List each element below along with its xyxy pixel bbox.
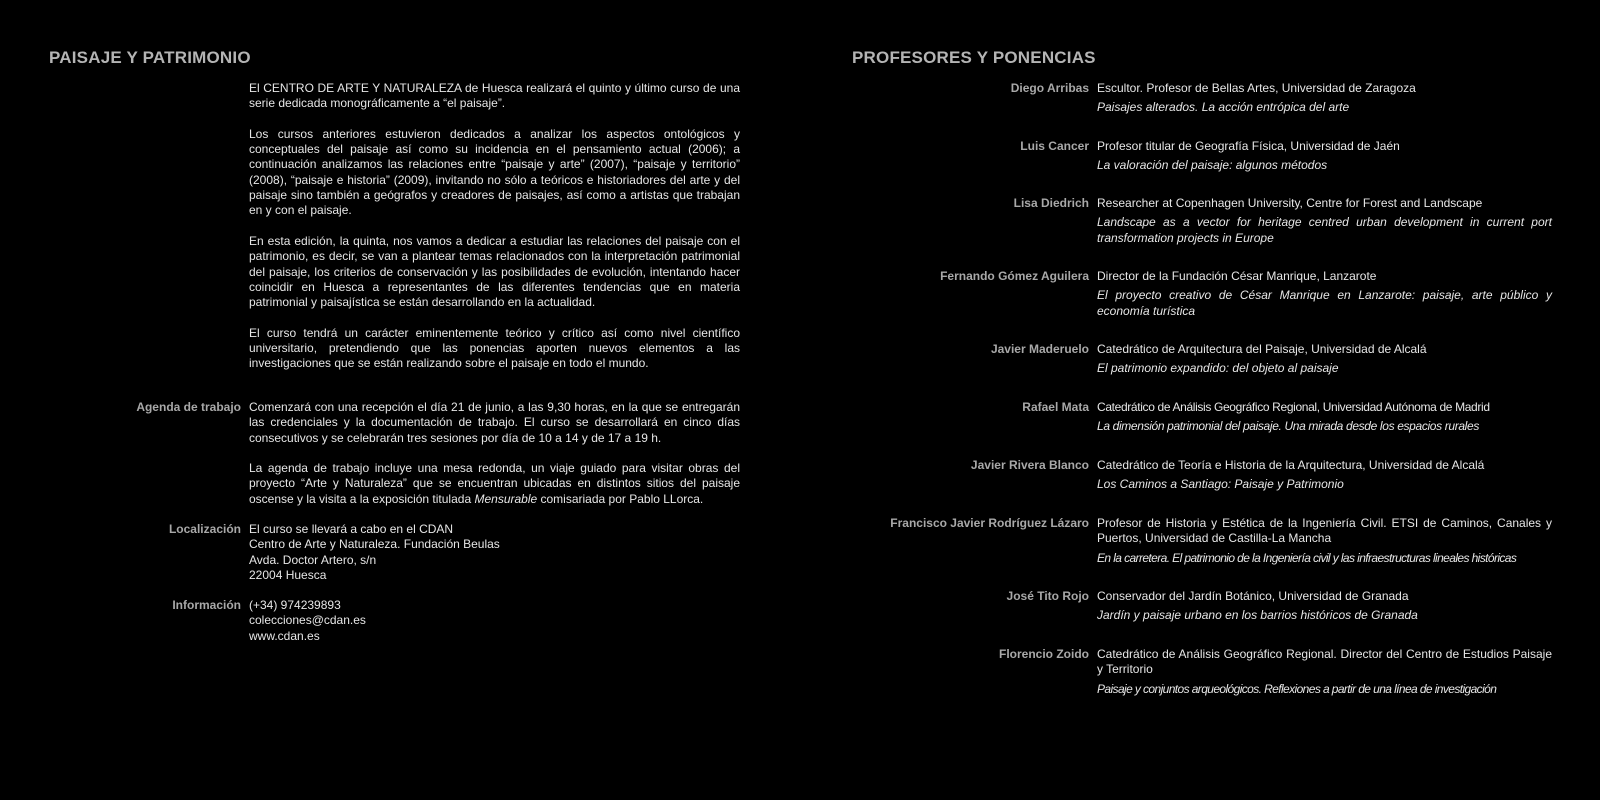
professor-role: Catedrático de Análisis Geográfico Regional. Director del Centro de Estudios Paisaje y Territorio (1097, 647, 1552, 677)
professor-role: Director de la Fundación César Manrique, Lanzarote (1097, 269, 1377, 283)
talk-title: Jardín y paisaje urbano en los barrios históricos de Granada (1097, 608, 1418, 623)
talk-title: Paisajes alterados. La acción entrópica del arte (1097, 100, 1350, 115)
professor-name: Rafael Mata (1022, 400, 1089, 414)
intro-paragraph: El CENTRO DE ARTE Y NATURALEZA de Huesca realizará el quinto y último curso de una serie dedicada monográficamente a “el paisaje”. (249, 81, 740, 111)
section-heading-paisaje: PAISAJE Y PATRIMONIO (49, 48, 251, 67)
agenda-text: comisariada por Pablo LLorca. (537, 491, 704, 506)
professor-name: José Tito Rojo (1006, 589, 1089, 603)
location-line: Centro de Arte y Naturaleza. Fundación Beulas (249, 537, 500, 552)
information-content (249, 598, 740, 644)
talk-title: Landscape as a vector for heritage centred urban development in current port transformation projects in Europe (1097, 215, 1552, 245)
exhibition-title: Mensurable (474, 491, 538, 506)
professor-role: Catedrático de Análisis Geográfico Regional, Universidad Autónoma de Madrid (1097, 400, 1490, 414)
professor-role: Profesor de Historia y Estética de la Ingeniería Civil. ETSI de Caminos, Canales y Puertos, Universidad de Castilla-La Mancha (1097, 516, 1552, 546)
talk-title: El proyecto creativo de César Manrique en Lanzarote: paisaje, arte público y economía turística (1097, 288, 1552, 318)
location-content (249, 522, 740, 583)
professor-info (1097, 458, 1552, 493)
intro-paragraph: El curso tendrá un carácter eminentemente teórico y crítico así como nivel científico universitario, pretendiendo que las ponencias aporten nuevos elementos a las investigaciones que se están realizando sobre el paisaje en todo el mundo. (249, 325, 740, 371)
website-address: www.cdan.es (249, 628, 320, 643)
professor-role: Catedrático de Arquitectura del Paisaje, Universidad de Alcalá (1097, 342, 1427, 356)
professor-info (1097, 81, 1552, 116)
professor-info (1097, 400, 1552, 435)
agenda-paragraph: Comenzará con una recepción el día 21 de junio, a las 9,30 horas, en la que se entregarán las credenciales y la documentación de trabajo. El curso se desarrollará en cinco días consecutivos y se celebrarán tres sesiones por día de 10 a 14 y de 17 a 19 h. (249, 400, 740, 445)
talk-title: La dimensión patrimonial del paisaje. Una mirada desde los espacios rurales (1097, 419, 1479, 434)
professor-info (1097, 196, 1552, 246)
agenda-label: Agenda de trabajo (136, 400, 241, 414)
professor-role: Researcher at Copenhagen University, Centre for Forest and Landscape (1097, 196, 1483, 210)
talk-title: El patrimonio expandido: del objeto al paisaje (1097, 361, 1339, 376)
professor-role: Escultor. Profesor de Bellas Artes, Universidad de Zaragoza (1097, 81, 1416, 95)
section-heading-profesores: PROFESORES Y PONENCIAS (852, 48, 1096, 67)
professor-name: Javier Maderuelo (990, 342, 1089, 356)
professor-name: Luis Cancer (1020, 139, 1089, 153)
professor-name: Lisa Diedrich (1013, 196, 1089, 210)
email-address: colecciones@cdan.es (249, 613, 366, 628)
professor-info (1097, 516, 1552, 566)
intro-text (249, 81, 740, 387)
professor-name: Fernando Gómez Aguilera (940, 269, 1089, 283)
information-label: Información (172, 598, 241, 612)
intro-paragraph: En esta edición, la quinta, nos vamos a dedicar a estudiar las relaciones del paisaje con el patrimonio, es decir, se van a plantear temas relacionados con la interpretación patrimonial del paisaje, los criterios de conservación y las posibilidades de evolución, intentando hacer coincidir en Huesca a representantes de las diferentes tendencias que en materia patrimonial y paisajística se están desarrollando en la actualidad. (249, 233, 740, 310)
professor-name: Diego Arribas (1010, 81, 1089, 95)
talk-title: La valoración del paisaje: algunos métodos (1097, 158, 1328, 173)
professor-info (1097, 269, 1552, 319)
professor-name: Francisco Javier Rodríguez Lázaro (890, 516, 1089, 530)
intro-paragraph: Los cursos anteriores estuvieron dedicados a analizar los aspectos ontológicos y conceptuales del paisaje así como su incidencia en el pensamiento actual (2006); a continuación analizamos las relaciones entre “paisaje y arte” (2007), “paisaje y territorio” (2008), “paisaje e historia” (2009), invitando no sólo a teóricos e historiadores del arte y del paisaje sino también a geógrafos y creadores de paisajes, así como a artistas que trabajan en y con el paisaje. (249, 126, 740, 218)
location-line: El curso se llevará a cabo en el CDAN (249, 522, 454, 536)
professor-name: Javier Rivera Blanco (970, 458, 1089, 472)
professor-role: Catedrático de Teoría e Historia de la Arquitectura, Universidad de Alcalá (1097, 458, 1485, 472)
location-line: Avda. Doctor Artero, s/n (249, 552, 377, 567)
talk-title: En la carretera. El patrimonio de la Ingeniería civil y las infraestructuras lineales históricas (1097, 550, 1517, 565)
right-page (800, 0, 1600, 800)
location-label: Localización (168, 522, 241, 536)
agenda-text: La agenda de trabajo incluye una mesa redonda, un viaje guiado para visitar obras del proyecto “Arte y Naturaleza” que se encuentran ubicadas en distintos sitios del paisaje oscense y la visita a la exposición titulada (249, 461, 740, 506)
talk-title: Paisaje y conjuntos arqueológicos. Reflexiones a partir de una línea de investigación (1097, 681, 1497, 696)
professor-info (1097, 589, 1552, 624)
agenda-paragraph (249, 461, 740, 507)
professor-info (1097, 139, 1552, 174)
talk-title: Los Caminos a Santiago: Paisaje y Patrimonio (1097, 477, 1344, 492)
professor-name: Florencio Zoido (999, 647, 1089, 661)
agenda-content (249, 400, 740, 522)
professor-info (1097, 647, 1552, 697)
professor-role: Conservador del Jardín Botánico, Universidad de Granada (1097, 589, 1409, 603)
location-line: 22004 Huesca (249, 567, 327, 582)
professor-info (1097, 342, 1552, 377)
phone-number: (+34) 974239893 (249, 598, 341, 612)
professor-role: Profesor titular de Geografía Física, Universidad de Jaén (1097, 139, 1400, 153)
